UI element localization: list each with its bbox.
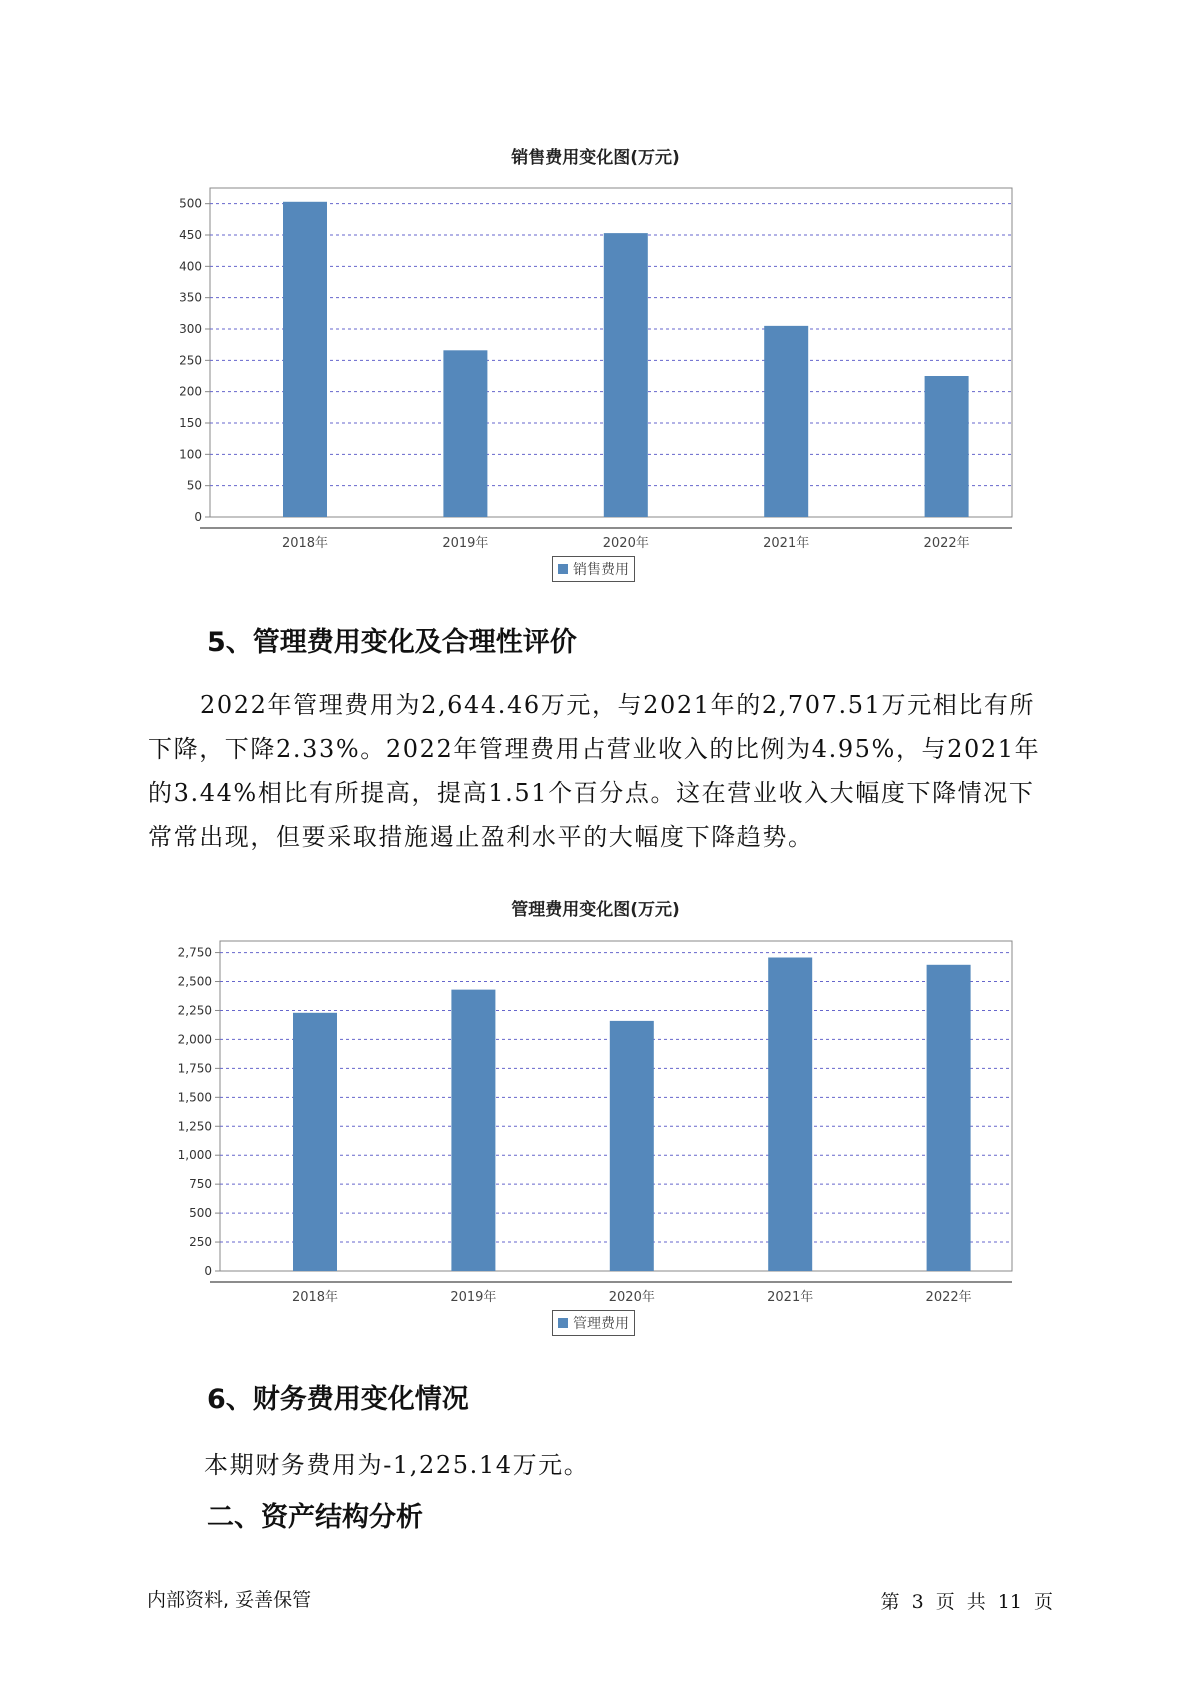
section-heading: 5、管理费用变化及合理性评价 [207, 627, 577, 658]
y-tick-label: 50 [186, 478, 202, 493]
legend-label: 管理费用 [573, 1316, 629, 1332]
legend-label: 销售费用 [573, 562, 629, 578]
chart-title: 销售费用变化图(万元) [511, 148, 680, 168]
y-tick-label: 2,750 [177, 945, 212, 960]
y-tick-label: 100 [179, 447, 202, 462]
y-tick-label: 350 [179, 290, 202, 305]
y-tick-label: 450 [179, 228, 202, 242]
x-tick-label: 2021年 [763, 536, 810, 551]
section-heading: 6、财务费用变化情况 [207, 1384, 469, 1415]
x-tick-label: 2022年 [925, 1290, 972, 1305]
y-tick-label: 250 [179, 353, 202, 368]
bar [451, 990, 495, 1271]
y-tick-label: 0 [194, 510, 202, 524]
y-tick-label: 2,250 [177, 1003, 212, 1018]
legend-swatch [558, 1318, 568, 1328]
x-tick-label: 2018年 [281, 536, 329, 551]
body-paragraph: 2022年管理费用为2,644.46万元，与2021年的2,707.51万元相比有所下降，下降2.33%。2022年管理费用占营业收入的比例为4.95%，与2021年的3.44%相比有所提高，提高1.51个百分点。这在营业收入大幅度下降情况下常常出现，但要采取措施遏止盈利水平的大幅度下降趋势。 [148, 691, 1041, 851]
y-tick-label: 1,750 [177, 1061, 212, 1076]
page-number: 第 3 页 共 11 页 [880, 1591, 1053, 1613]
section-heading: 二、资产结构分析 [207, 1502, 423, 1533]
y-tick-label: 150 [179, 416, 202, 430]
y-tick-label: 2,000 [177, 1032, 212, 1047]
y-tick-label: 500 [189, 1206, 212, 1221]
y-tick-label: 1,500 [177, 1090, 212, 1105]
x-tick-label: 2019年 [442, 536, 489, 551]
chart-title: 管理费用变化图(万元) [511, 900, 680, 920]
y-tick-label: 200 [179, 384, 202, 399]
y-tick-label: 500 [179, 196, 202, 211]
x-tick-label: 2020年 [602, 536, 649, 551]
chart-legend [552, 1310, 635, 1336]
footer-note: 内部资料, 妥善保管 [147, 1589, 312, 1611]
x-tick-label: 2020年 [608, 1290, 655, 1305]
x-tick-label: 2019年 [450, 1290, 497, 1305]
x-tick-label: 2018年 [291, 1290, 339, 1305]
bar [927, 965, 971, 1271]
x-tick-label: 2021年 [767, 1290, 814, 1305]
x-tick-label: 2022年 [923, 536, 970, 551]
y-tick-label: 300 [179, 322, 202, 336]
bar [768, 957, 812, 1271]
y-tick-label: 250 [189, 1235, 212, 1250]
body-text: 本期财务费用为-1,225.14万元。 [204, 1451, 590, 1479]
y-tick-label: 1,250 [177, 1119, 212, 1134]
y-tick-label: 750 [189, 1177, 212, 1192]
y-tick-label: 1,000 [177, 1148, 212, 1163]
bar [610, 1021, 654, 1271]
bar [293, 1013, 337, 1271]
y-tick-label: 2,500 [177, 974, 212, 989]
y-tick-label: 0 [204, 1264, 212, 1278]
y-tick-label: 400 [179, 259, 202, 274]
